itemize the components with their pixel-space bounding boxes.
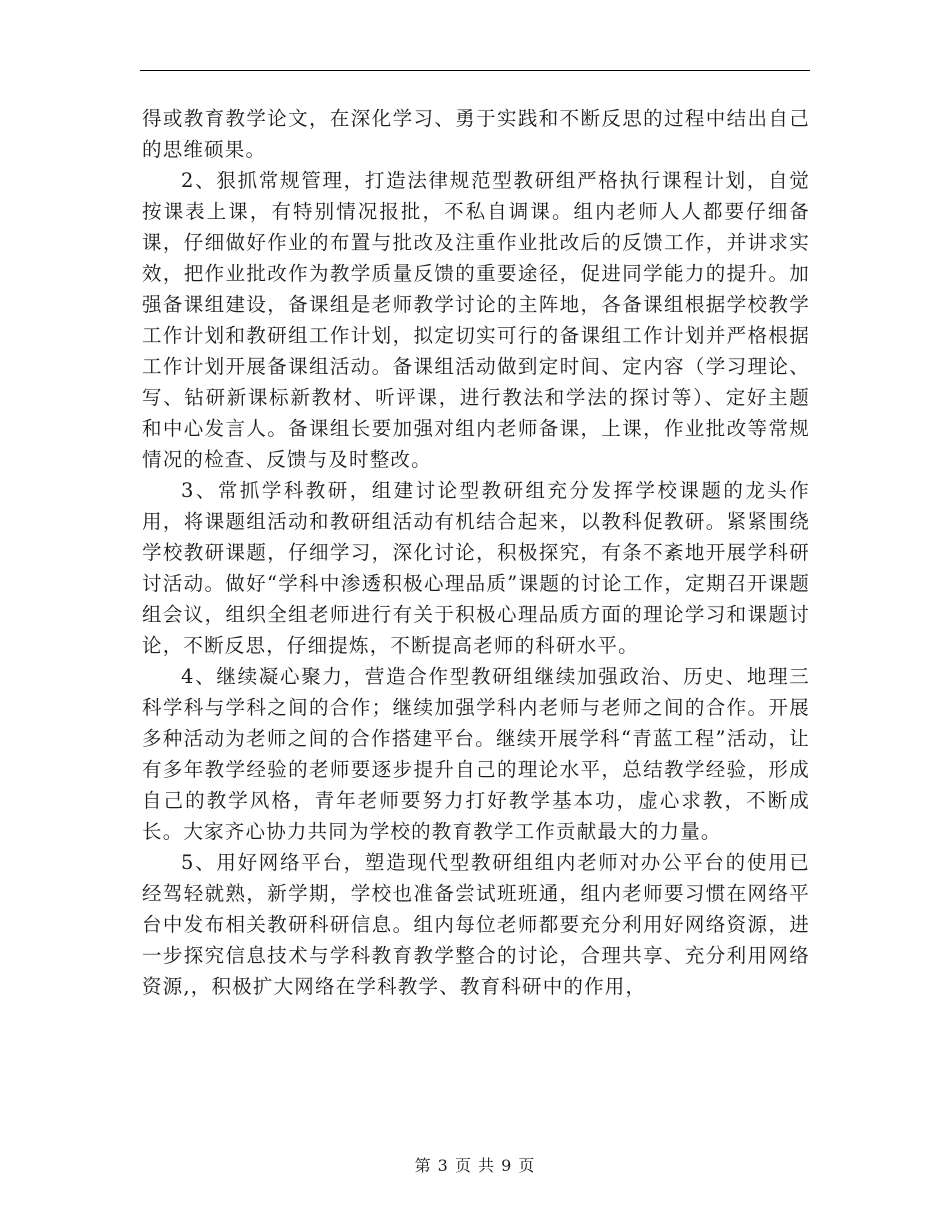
paragraph-item-3: 3、常抓学科教研，组建讨论型教研组充分发挥学校课题的龙头作用，将课题组活动和教研组活动有机结合起来，以教科促教研。紧紧围绕学校教研课题，仔细学习，深化讨论，积极探究，有条不紊地开展学科研讨活动。做好“学科中渗透积极心理品质”课题的讨论工作，定期召开课题组会议，组织全组老师进行有关于积极心理品质方面的理论学习和课题讨论，不断反思，仔细提炼，不断提高老师的科研水平。 xyxy=(142,479,810,657)
paragraph-item-2: 2、狠抓常规管理，打造法律规范型教研组严格执行课程计划，自觉按课表上课，有特别情况报批，不私自调课。组内老师人人都要仔细备课，仔细做好作业的布置与批改及注重作业批改后的反馈工作，并讲求实效，把作业批改作为教学质量反馈的重要途径，促进同学能力的提升。加强备课组建设，备课组是老师教学讨论的主阵地，各备课组根据学校教学工作计划和教研组工作计划，拟定切实可行的备课组工作计划并严格根据工作计划开展备课组活动。备课组活动做到定时间、定内容（学习理论、写、钻研新课标新教材、听评课，进行教法和学法的探讨等）、定好主题和中心发言人。备课组长要加强对组内老师备课，上课，作业批改等常规情况的检查、反馈与及时整改。 xyxy=(142,169,810,471)
document-body xyxy=(142,103,810,1002)
paragraph-item-5: 5、用好网络平台，塑造现代型教研组组内老师对办公平台的使用已经驾轻就熟，新学期，学校也准备尝试班班通，组内老师要习惯在网络平台中发布相关教研科研信息。组内每位老师都要充分利用好网络资源，进一步探究信息技术与学科教育教学整合的讨论，合理共享、充分利用网络资源,，积极扩大网络在学科教学、教育科研中的作用， xyxy=(142,851,810,998)
page-number-footer: 第 3 页 共 9 页 xyxy=(414,1156,536,1175)
paragraph-item-4: 4、继续凝心聚力，营造合作型教研组继续加强政治、历史、地理三科学科与学科之间的合作；继续加强学科内老师与老师之间的合作。开展多种活动为老师之间的合作搭建平台。继续开展学科“青蓝工程”活动，让有多年教学经验的老师要逐步提升自己的理论水平，总结教学经验，形成自己的教学风格，青年老师要努力打好教学基本功，虚心求教，不断成长。大家齐心协力共同为学校的教育教学工作贡献最大的力量。 xyxy=(142,665,810,843)
paragraph-continuation: 得或教育教学论文，在深化学习、勇于实践和不断反思的过程中结出自己的思维硕果。 xyxy=(142,107,810,161)
header-rule xyxy=(140,70,810,71)
